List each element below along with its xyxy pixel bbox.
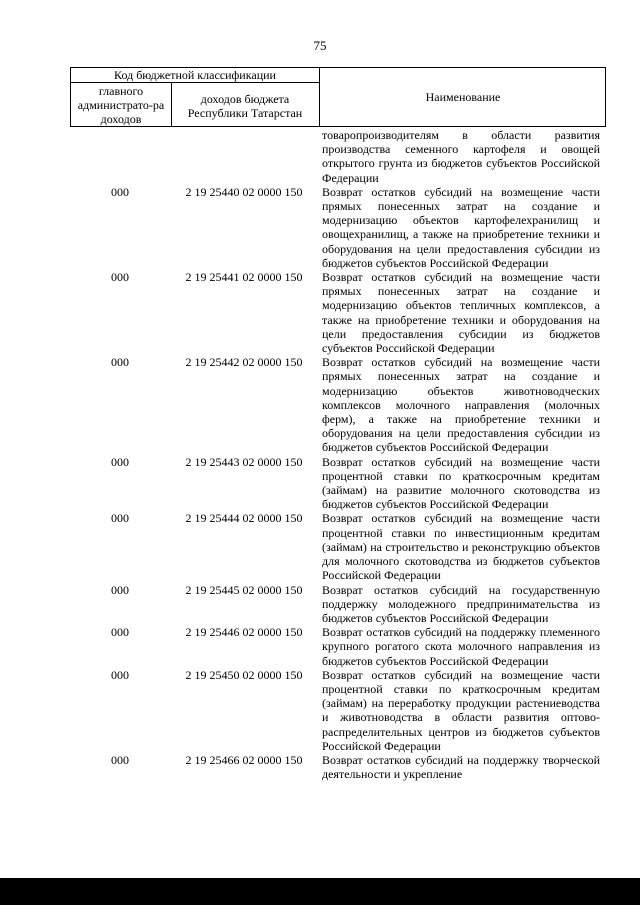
header-col-code: доходов бюджета Республики Татарстан [187, 92, 303, 120]
admin-code: 000 [111, 511, 129, 526]
admin-code: 000 [111, 270, 129, 285]
page-number: 75 [313, 38, 327, 53]
admin-code: 000 [111, 625, 129, 640]
table-body [70, 128, 606, 781]
table-row [70, 185, 606, 270]
budget-code: 2 19 25450 02 0000 150 [185, 667, 303, 682]
row-name: Возврат остатков субсидий на возмещение части процентной ставки по инвестиционным кредитам (займам) на строительство и реконструкцию объектов для молочного скотоводства из бюджетов субъектов Российской Федерации [322, 511, 600, 583]
row-name: Возврат остатков субсидий на возмещение части прямых понесенных затрат на создание и модернизацию объектов картофелехранилищ и овощехранилищ, а также на приобретение техники и оборудования на цели предоставления субсидии из бюджетов субъектов Российской Федерации [322, 184, 600, 270]
budget-code: 2 19 25444 02 0000 150 [185, 511, 303, 526]
table-row [70, 583, 606, 626]
table-header [70, 67, 606, 127]
table-row [70, 668, 606, 753]
budget-code: 2 19 25440 02 0000 150 [185, 184, 303, 199]
table-row [70, 128, 606, 185]
budget-code: 2 19 25466 02 0000 150 [185, 752, 303, 767]
table-row [70, 270, 606, 355]
table-row [70, 511, 606, 582]
admin-code: 000 [111, 355, 129, 370]
header-col-name: Наименование [425, 90, 501, 104]
scan-border [0, 878, 640, 905]
table-row [70, 355, 606, 454]
budget-code: 2 19 25446 02 0000 150 [185, 625, 303, 640]
budget-code: 2 19 25443 02 0000 150 [185, 454, 303, 469]
row-name: Возврат остатков субсидий на поддержку племенного крупного рогатого скота молочного направления из бюджетов субъектов Российской Федерации [322, 625, 600, 668]
admin-code: 000 [111, 184, 129, 199]
admin-code: 000 [111, 582, 129, 597]
budget-code: 2 19 25445 02 0000 150 [185, 582, 303, 597]
table-row [70, 455, 606, 512]
budget-code: 2 19 25442 02 0000 150 [185, 355, 303, 370]
header-divider [71, 82, 319, 83]
table-row [70, 753, 606, 781]
row-name: Возврат остатков субсидий на возмещение части прямых понесенных затрат на создание и модернизацию объектов тепличных комплексов, а также на приобретение техники и оборудования на цели предоставления субсидии из бюджетов субъектов Российской Федерации [322, 270, 600, 356]
row-name: Возврат остатков субсидий на возмещение части процентной ставки по краткосрочным кредитам (займам) на развитие молочного скотоводства из бюджетов субъектов Российской Федерации [322, 454, 600, 512]
admin-code: 000 [111, 667, 129, 682]
continuation-text: товаропроизводителям в области развития производства семенного картофеля и овощей открытого грунта из бюджетов субъектов Российской Федерации [322, 128, 600, 185]
row-name: Возврат остатков субсидий на государственную поддержку молодежного предпринимательства из бюджетов субъектов Российской Федерации [322, 582, 600, 625]
admin-code: 000 [111, 454, 129, 469]
header-col-admin: главного администрато-ра доходов [77, 84, 165, 126]
header-group-label: Код бюджетной классификации [114, 68, 276, 82]
row-name: Возврат остатков субсидий на возмещение части прямых понесенных затрат на создание и модернизацию объектов животноводческих комплексов молочного направления (молочных ферм), а также на приобретение техники и оборудования на цели предоставления субсидии из бюджетов субъектов Российской Федерации [322, 355, 600, 455]
row-name: Возврат остатков субсидий на поддержку творческой деятельности и укрепление [322, 752, 600, 782]
row-name: Возврат остатков субсидий на возмещение части процентной ставки по краткосрочным кредитам (займам) на переработку продукции растениеводства и животноводства в области развития оптово-распределительных центров из бюджетов субъектов Российской Федерации [322, 667, 600, 753]
budget-code: 2 19 25441 02 0000 150 [185, 270, 303, 285]
table-row [70, 625, 606, 668]
admin-code: 000 [111, 752, 129, 767]
